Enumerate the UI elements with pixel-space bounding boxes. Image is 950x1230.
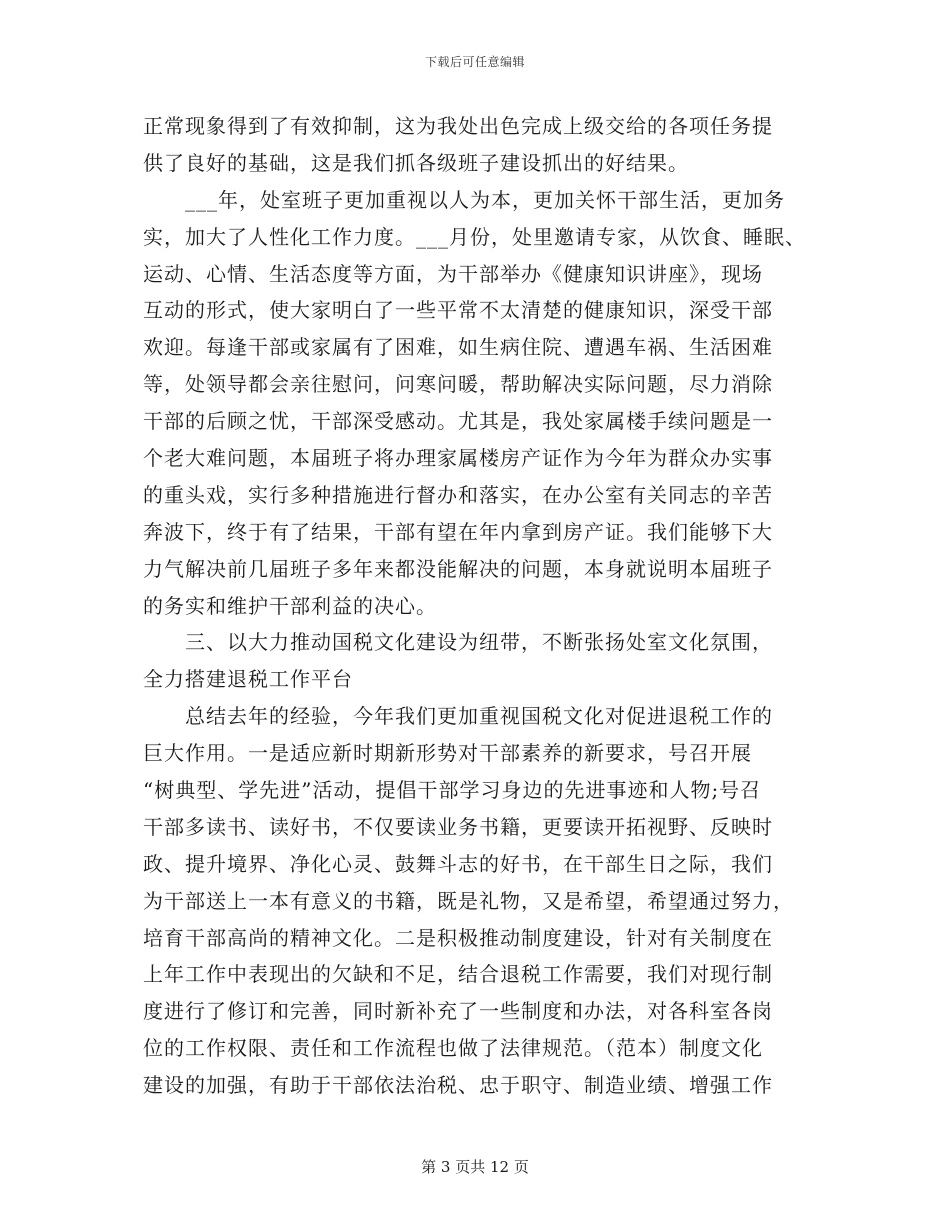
section-heading-line: 全力搭建退税工作平台 <box>143 667 353 692</box>
page-number: 第 3 页共 12 页 <box>421 1158 529 1176</box>
document-body <box>143 108 823 1104</box>
text-line: 供了良好的基础，这是我们抓各级班子建设抓出的好结果。 <box>143 150 689 175</box>
text-line: 上年工作中表现出的欠缺和不足，结合退税工作需要，我们对现行制 <box>143 962 773 987</box>
text-line: 力气解决前几届班子多年来都没能解决的问题，本身就说明本届班子 <box>143 556 773 581</box>
text-line: 巨大作用。一是适应新时期新形势对干部素养的新要求，号召开展 <box>143 741 752 766</box>
text-line: 奔波下，终于有了结果，干部有望在年内拿到房产证。我们能够下大 <box>143 519 773 544</box>
text-line: 培育干部高尚的精神文化。二是积极推动制度建设，针对有关制度在 <box>143 925 773 950</box>
text-line: 政、提升境界、净化心灵、鼓舞斗志的好书，在干部生日之际，我们 <box>143 851 773 876</box>
page-header: 下载后可任意编辑 <box>424 55 525 69</box>
text-line: 个老大难问题，本届班子将办理家属楼房产证作为今年为群众办实事 <box>143 446 773 471</box>
text-line: 建设的加强，有助于干部依法治税、忠于职守、制造业绩、增强工作 <box>143 1073 773 1098</box>
text-line: 正常现象得到了有效抑制，这为我处出色完成上级交给的各项任务提 <box>143 114 773 138</box>
text-line: 等，处领导都会亲往慰问，问寒问暖，帮助解决实际问题，尽力消除 <box>143 372 773 397</box>
section-heading-line: 三、以大力推动国税文化建设为纽带，不断张扬处室文化氛围， <box>143 630 773 655</box>
text-line: 互动的形式，使大家明白了一些平常不太清楚的健康知识，深受干部 <box>143 298 773 323</box>
text-line: 的重头戏，实行多种措施进行督办和落实，在办公室有关同志的辛苦 <box>143 482 773 507</box>
text-line: “树典型、学先进”活动，提倡干部学习身边的先进事迹和人物;号召 <box>143 778 762 803</box>
text-line: ___年，处室班子更加重视以人为本，更加关怀干部生活，更加务 <box>143 187 785 212</box>
text-line: 位的工作权限、责任和工作流程也做了法律规范。（范本）制度文化 <box>143 1036 763 1061</box>
text-line: 度进行了修订和完善，同时新补充了一些制度和办法，对各科室各岗 <box>143 999 773 1024</box>
text-line: 干部的后顾之忧，干部深受感动。尤其是，我处家属楼手续问题是一 <box>143 409 773 434</box>
text-line: 为干部送上一本有意义的书籍，既是礼物，又是希望，希望通过努力， <box>143 888 794 913</box>
text-line: 总结去年的经验，今年我们更加重视国税文化对促进退税工作的 <box>143 704 773 729</box>
text-line: 的务实和维护干部利益的决心。 <box>143 593 437 618</box>
text-line: 欢迎。每逢干部或家属有了困难，如生病住院、遭遇车祸、生活困难 <box>143 335 773 360</box>
text-line: 实，加大了人性化工作力度。___月份，处里邀请专家，从饮食、睡眠、 <box>143 224 806 249</box>
text-line: 运动、心情、生活态度等方面，为干部举办《健康知识讲座》，现场 <box>143 261 763 286</box>
text-line: 干部多读书、读好书，不仅要读业务书籍，更要读开拓视野、反映时 <box>143 814 773 839</box>
